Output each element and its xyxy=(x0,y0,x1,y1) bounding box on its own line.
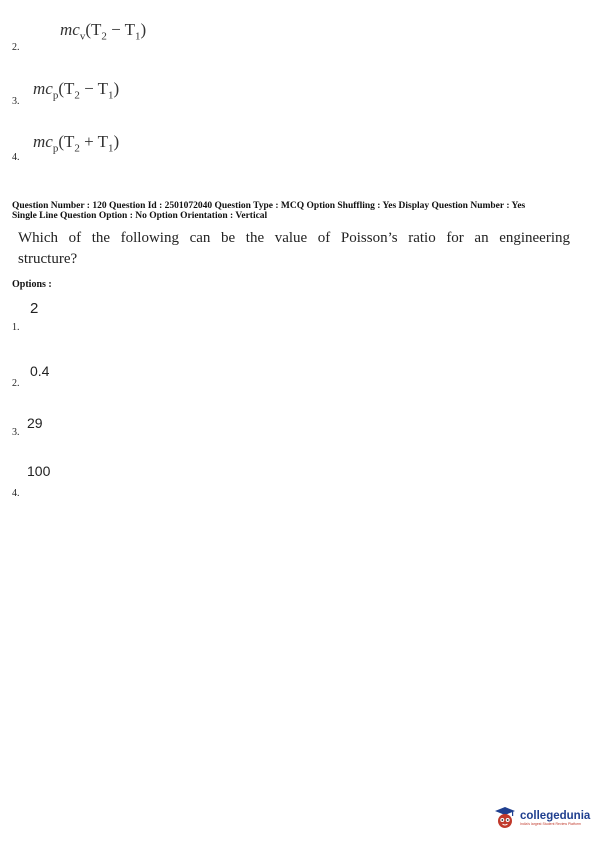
option-4-number: 4. xyxy=(12,488,20,499)
option-2-value: 0.4 xyxy=(30,363,50,379)
option-1-value: 2 xyxy=(30,300,39,317)
prev-option-3-formula: $mc_p(T_2 - T_1)$ xyxy=(33,79,120,102)
graduate-mascot-icon xyxy=(494,806,516,830)
logo-tagline: India's largest Student Review Platform xyxy=(520,821,581,826)
question-text-line2: structure? xyxy=(18,251,78,267)
question-meta-line1: Question Number : 120 Question Id : 2501072040 Question Type : MCQ Option Shuffling : Yes Display Question Number : Yes xyxy=(12,201,526,211)
prev-option-2-number: 2. xyxy=(12,42,20,53)
collegedunia-logo xyxy=(494,806,590,830)
option-1-number: 1. xyxy=(12,322,20,333)
option-2-number: 2. xyxy=(12,378,20,389)
question-text xyxy=(18,228,570,270)
option-3-number: 3. xyxy=(12,427,20,438)
prev-option-2-formula: $mc_v(T_2 - T_1)$ xyxy=(60,20,147,43)
option-3-value: 29 xyxy=(27,415,43,431)
question-meta xyxy=(12,201,587,221)
options-label: Options : xyxy=(12,279,52,290)
question-text-line1: Which of the following can be the value of Poisson’s ratio for an engineering xyxy=(18,230,570,246)
prev-option-4-number: 4. xyxy=(12,152,20,163)
question-meta-line2: Single Line Question Option : No Option Orientation : Vertical xyxy=(12,211,268,221)
logo-name: collegedunia xyxy=(520,809,591,822)
prev-option-4-formula: $mc_p(T_2 + T_1)$ xyxy=(33,132,120,155)
prev-option-3-number: 3. xyxy=(12,96,20,107)
option-4-value: 100 xyxy=(27,463,51,479)
